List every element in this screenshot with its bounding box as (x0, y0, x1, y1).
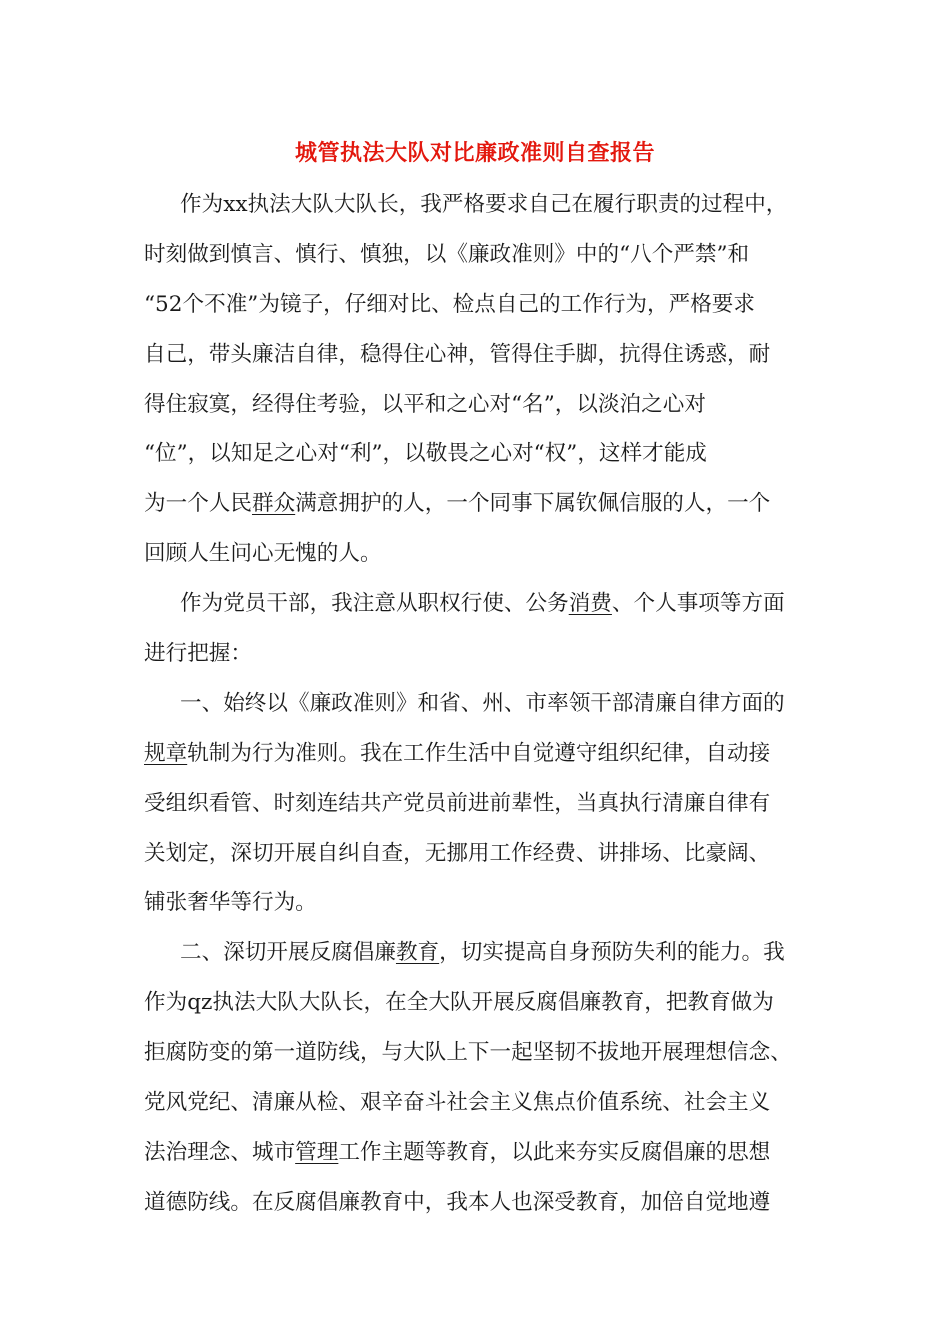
text-segment: 满意拥护的人，一个同事下属钦佩信服的人，一个 (295, 491, 771, 517)
text-line (144, 779, 814, 829)
text-segment: 作为党员干部，我注意从职权行使、公务 (180, 591, 569, 617)
text-line (144, 1178, 814, 1228)
text-segment: 二、深切开展反腐倡廉 (180, 940, 396, 966)
text-segment: 作为qz执法大队大队长，在全大队开展反腐倡廉教育，把教育做为 (144, 990, 774, 1016)
text-line (144, 878, 814, 928)
text-segment: 轨制为行为准则。我在工作生活中自觉遵守组织纪律，自动接 (187, 740, 771, 766)
text-line (144, 330, 814, 380)
text-segment: 拒腐防变的第一道防线，与大队上下一起坚韧不拔地开展理想信念、 (144, 1040, 792, 1066)
document-body (144, 180, 814, 1228)
text-segment: 关划定，深切开展自纠自查，无挪用工作经费、讲排场、比豪阔、 (144, 840, 771, 866)
underlined-text: 规章 (144, 740, 188, 766)
text-segment: 为一个人民 (144, 491, 252, 517)
document-title: 城管执法大队对比廉政准则自查报告 (294, 140, 655, 166)
underlined-text: 教育 (395, 940, 440, 966)
text-segment: 党风党纪、清廉从检、艰辛奋斗社会主义焦点价值系统、社会主义 (144, 1090, 771, 1116)
text-segment: 铺张奢华等行为。 (144, 890, 317, 916)
text-line (144, 579, 814, 629)
text-segment: 进行把握： (144, 641, 252, 667)
text-segment: 、个人事项等方面 (611, 591, 785, 617)
underlined-text: 消费 (568, 591, 612, 617)
text-line (144, 529, 814, 579)
text-line (144, 479, 814, 529)
text-segment: “52个不准”为镜子，仔细对比、检点自己的工作行为，严格要求 (144, 291, 755, 317)
text-line (144, 180, 814, 230)
text-line (144, 280, 814, 330)
underlined-text: 管理 (295, 1139, 339, 1165)
text-segment: ，切实提高自身预防失利的能力。我 (439, 940, 785, 966)
text-segment: 一、始终以《廉政准则》和省、州、市率领干部清廉自律方面的 (180, 690, 785, 716)
text-line (144, 829, 814, 879)
text-line (144, 380, 814, 430)
text-line (144, 729, 814, 779)
text-line (144, 679, 814, 729)
text-segment: 法治理念、城市 (144, 1139, 296, 1165)
text-line (144, 429, 814, 479)
text-segment: 工作主题等教育，以此来夯实反腐倡廉的思想 (338, 1139, 771, 1165)
underlined-text: 群众 (251, 491, 296, 517)
text-segment: 自己，带头廉洁自律，稳得住心神，管得住手脚，抗得住诱惑，耐 (144, 341, 771, 367)
text-line (144, 928, 814, 978)
text-line (144, 1128, 814, 1178)
text-segment: 受组织看管、时刻连结共产党员前进前辈性，当真执行清廉自律有 (144, 790, 771, 816)
text-line (144, 1028, 814, 1078)
text-line (144, 1078, 814, 1128)
text-line (144, 629, 814, 679)
text-line (144, 230, 814, 280)
text-segment: 得住寂寞，经得住考验，以平和之心对“名”，以淡泊之心对 (144, 391, 706, 417)
text-line (144, 978, 814, 1028)
text-segment: 时刻做到慎言、慎行、慎独，以《廉政准则》中的“八个严禁”和 (144, 241, 750, 267)
text-segment: 回顾人生问心无愧的人。 (144, 541, 382, 567)
text-segment: 道德防线。在反腐倡廉教育中，我本人也深受教育，加倍自觉地遵 (144, 1189, 771, 1215)
text-segment: 作为xx执法大队大队长，我严格要求自己在履行职责的过程中， (180, 192, 788, 217)
text-segment: “位”，以知足之心对“利”，以敬畏之心对“权”，这样才能成 (144, 441, 707, 467)
